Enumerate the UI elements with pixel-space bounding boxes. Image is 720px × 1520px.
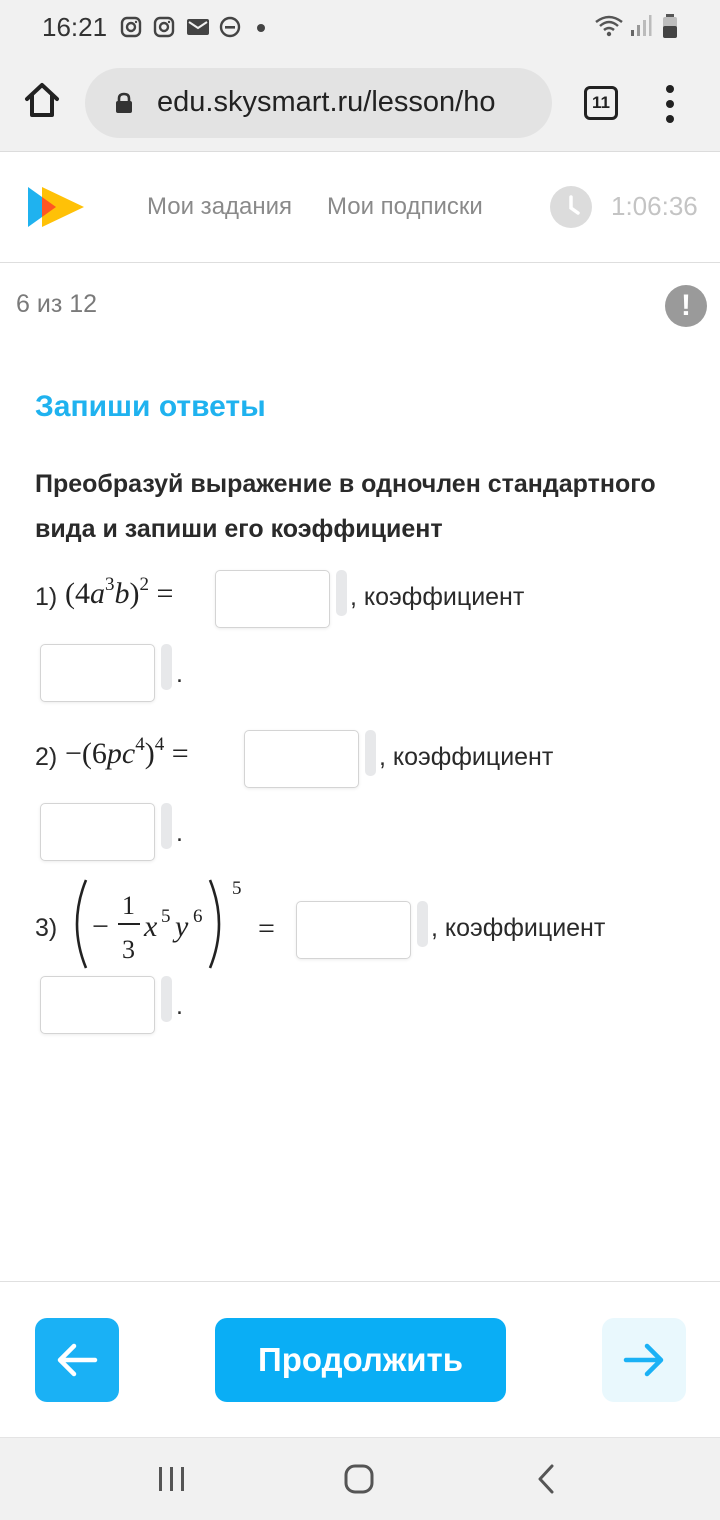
task-instruction: Преобразуй выражение в одночлен стандартного вида и запиши его коэффициент xyxy=(35,470,656,543)
item-number: 2) xyxy=(35,743,58,771)
next-button[interactable] xyxy=(602,1318,686,1402)
skysmart-logo[interactable] xyxy=(26,185,86,229)
input-handle xyxy=(161,803,172,849)
svg-text:=: = xyxy=(258,912,275,945)
url-text: edu.skysmart.ru/lesson/ho xyxy=(157,86,496,118)
expression-2: $-(6pc^4)^4$ = xyxy=(65,734,189,770)
svg-text:−: − xyxy=(92,910,109,943)
recent-apps-icon[interactable] xyxy=(157,1465,187,1493)
arrow-left-icon xyxy=(35,1318,119,1402)
timer: 1:06:36 xyxy=(611,191,698,221)
status-bar xyxy=(0,0,720,56)
input-handle xyxy=(161,976,172,1022)
more-menu-icon[interactable] xyxy=(660,82,680,126)
wifi-icon xyxy=(594,14,624,40)
answer-input-1[interactable] xyxy=(215,570,330,628)
clock-icon xyxy=(550,186,592,228)
input-handle xyxy=(336,570,347,616)
report-issue-button[interactable]: ! xyxy=(665,285,707,327)
answer-input-3[interactable] xyxy=(296,901,411,959)
arrow-right-icon xyxy=(602,1318,686,1402)
svg-text:y: y xyxy=(175,910,189,943)
svg-text:6: 6 xyxy=(193,906,203,927)
svg-text:5: 5 xyxy=(161,906,171,927)
tabs-button[interactable]: 11 xyxy=(584,86,618,120)
period: . xyxy=(176,819,183,847)
svg-text:x: x xyxy=(144,910,158,943)
input-handle xyxy=(417,901,428,947)
input-handle xyxy=(365,730,376,776)
instagram-icon xyxy=(120,16,142,38)
nav-my-subscriptions[interactable]: Мои подписки xyxy=(327,193,483,220)
svg-text:3: 3 xyxy=(122,935,135,964)
coefficient-label: , коэффициент xyxy=(431,914,606,942)
mail-icon xyxy=(186,16,210,38)
coefficient-input-2[interactable] xyxy=(40,803,155,861)
address-bar[interactable] xyxy=(85,68,552,138)
expression-1: $(4a^3b)^2$ = xyxy=(65,574,174,610)
item-number: 3) xyxy=(35,914,58,942)
coefficient-label: , коэффициент xyxy=(379,743,554,771)
site-header xyxy=(0,153,720,263)
browser-toolbar xyxy=(0,56,720,152)
coefficient-input-1[interactable] xyxy=(40,644,155,702)
lock-icon xyxy=(113,92,135,114)
input-handle xyxy=(161,644,172,690)
answer-input-2[interactable] xyxy=(244,730,359,788)
continue-button[interactable]: Продолжить xyxy=(215,1318,506,1402)
system-navigation-bar xyxy=(0,1437,720,1520)
previous-button[interactable] xyxy=(35,1318,119,1402)
back-icon[interactable] xyxy=(534,1463,558,1495)
battery-icon xyxy=(662,13,678,39)
task-progress: 6 из 12 xyxy=(16,290,98,318)
status-time: 16:21 xyxy=(42,12,108,42)
instagram-icon xyxy=(153,16,175,38)
item-number: 1) xyxy=(35,583,58,611)
home-icon[interactable] xyxy=(22,80,62,120)
svg-text:1: 1 xyxy=(122,891,135,920)
signal-icon xyxy=(630,14,652,38)
period: . xyxy=(176,992,183,1020)
expression-3 xyxy=(66,872,296,976)
nav-my-tasks[interactable]: Мои задания xyxy=(147,193,293,220)
do-not-disturb-icon xyxy=(219,16,241,38)
coefficient-input-3[interactable] xyxy=(40,976,155,1034)
period: . xyxy=(176,660,183,688)
dot-icon xyxy=(256,23,266,33)
divider xyxy=(0,1281,720,1282)
coefficient-label: , коэффициент xyxy=(350,583,525,611)
svg-text:5: 5 xyxy=(232,878,242,899)
task-title: Запиши ответы xyxy=(35,390,266,423)
home-nav-icon[interactable] xyxy=(343,1463,375,1495)
